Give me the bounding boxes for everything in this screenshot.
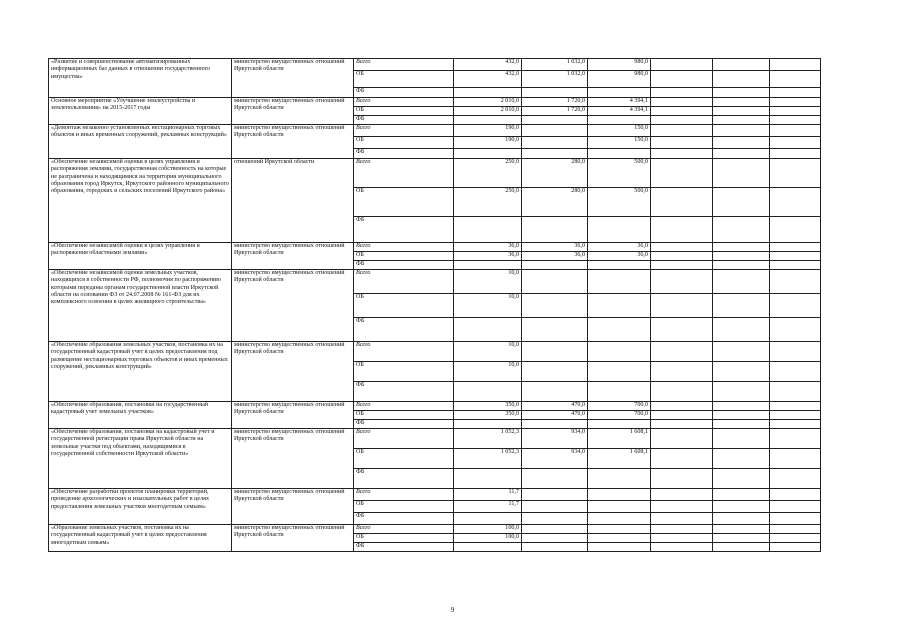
empty-cell [651,116,713,125]
amount-cell: 350,0 [454,411,522,420]
empty-cell [770,88,821,98]
empty-cell [770,294,821,318]
amount-cell [522,318,588,342]
empty-cell [713,469,770,489]
amount-cell: 250,0 [454,188,522,217]
empty-cell [651,261,713,270]
amount-cell [588,149,651,159]
empty-cell [713,429,770,449]
amount-cell [588,501,651,513]
empty-cell [713,501,770,513]
empty-cell [651,88,713,98]
empty-cell [713,294,770,318]
amount-cell: 36,0 [588,243,651,252]
empty-cell [651,294,713,318]
funding-source-cell: Всего [354,59,454,71]
empty-cell [651,243,713,252]
empty-cell [770,159,821,188]
amount-cell: 1 608,1 [588,429,651,449]
empty-cell [713,125,770,137]
amount-cell: 934,0 [522,449,588,469]
empty-cell [651,469,713,489]
funding-source-cell: ФБ [354,543,454,552]
executor-cell: министерство имущественных отношений Иркутской области [232,489,354,525]
empty-cell [770,149,821,159]
executor-cell: отношений Иркутской области [232,159,354,243]
amount-cell: 1 052,3 [454,449,522,469]
empty-cell [651,318,713,342]
amount-cell: 36,0 [588,252,651,261]
amount-cell: 190,0 [454,137,522,149]
amount-cell [454,513,522,525]
amount-cell [522,116,588,125]
amount-cell [588,88,651,98]
empty-cell [651,125,713,137]
amount-cell: 4 394,1 [588,98,651,107]
amount-cell [454,382,522,402]
activity-name-cell: «Обеспечение образования земельных участков, постановка их на государственный кадастровый учет в целях предоставления под размещение нестационарных торговых объектов и иных временных сооружений, рекламных конструкций» [49,342,232,402]
empty-cell [713,342,770,362]
empty-cell [651,107,713,116]
empty-cell [770,449,821,469]
funding-source-cell: ФБ [354,116,454,125]
empty-cell [770,59,821,71]
amount-cell: 470,0 [522,402,588,411]
amount-cell [522,489,588,501]
amount-cell [588,116,651,125]
amount-cell: 1 052,3 [454,429,522,449]
amount-cell [522,469,588,489]
empty-cell [651,525,713,534]
table-body [49,59,821,552]
amount-cell: 500,0 [588,188,651,217]
empty-cell [651,402,713,411]
funding-source-cell: Всего [354,489,454,501]
activity-name-cell: «Обеспечение образования, постановки на государственный кадастровый учет земельных участков» [49,402,232,429]
table-row [49,59,821,71]
amount-cell [588,318,651,342]
amount-cell [588,342,651,362]
empty-cell [770,411,821,420]
amount-cell [454,217,522,243]
amount-cell: 432,0 [454,71,522,88]
amount-cell: 36,0 [522,243,588,252]
empty-cell [713,116,770,125]
table-row [49,525,821,534]
amount-cell [454,116,522,125]
empty-cell [770,107,821,116]
amount-cell: 100,0 [454,525,522,534]
executor-cell: министерство имущественных отношений Иркутской области [232,270,354,342]
amount-cell: 10,0 [454,362,522,382]
empty-cell [770,513,821,525]
amount-cell [588,525,651,534]
empty-cell [651,252,713,261]
funding-source-cell: ФБ [354,88,454,98]
amount-cell [522,217,588,243]
empty-cell [770,252,821,261]
amount-cell: 190,0 [454,125,522,137]
amount-cell [522,534,588,543]
amount-cell [588,217,651,243]
funding-source-cell: Всего [354,98,454,107]
amount-cell [522,261,588,270]
amount-cell [522,149,588,159]
amount-cell: 2 010,0 [454,98,522,107]
executor-cell: министерство имущественных отношений Иркутской области [232,342,354,402]
amount-cell [454,88,522,98]
amount-cell [522,420,588,429]
empty-cell [651,543,713,552]
funding-source-cell: ФБ [354,469,454,489]
executor-cell: министерство имущественных отношений Иркутской области [232,402,354,429]
empty-cell [770,543,821,552]
empty-cell [770,261,821,270]
amount-cell: 980,0 [588,71,651,88]
empty-cell [770,243,821,252]
empty-cell [770,489,821,501]
empty-cell [651,362,713,382]
empty-cell [770,116,821,125]
table-row [49,98,821,107]
empty-cell [713,217,770,243]
amount-cell: 2 010,0 [454,107,522,116]
empty-cell [770,342,821,362]
empty-cell [770,420,821,429]
amount-cell: 350,0 [454,402,522,411]
empty-cell [713,107,770,116]
amount-cell [588,294,651,318]
funding-source-cell: ОБ [354,449,454,469]
amount-cell: 1 720,0 [522,98,588,107]
activity-name-cell: «Обеспечение независимой оценки в целях управления и распоряжения землями, государственная собственность на которые не разграничена и находящимися на территории муниципального образования город Иркутск, Иркутского районного муниципального образования, городских и сельских поселений Иркутского района» [49,159,232,243]
amount-cell [454,420,522,429]
amount-cell: 36,0 [454,243,522,252]
amount-cell [522,270,588,294]
empty-cell [651,429,713,449]
amount-cell: 934,0 [522,429,588,449]
empty-cell [651,59,713,71]
activity-name-cell: «Развитие и совершенствование автоматизированных информационных баз данных в отношении государственного имущества» [49,59,232,98]
empty-cell [713,543,770,552]
funding-source-cell: Всего [354,429,454,449]
empty-cell [713,489,770,501]
amount-cell [522,137,588,149]
funding-source-cell: Всего [354,525,454,534]
funding-source-cell: ОБ [354,188,454,217]
empty-cell [651,411,713,420]
empty-cell [713,261,770,270]
amount-cell [588,362,651,382]
funding-source-cell: ФБ [354,382,454,402]
empty-cell [651,270,713,294]
empty-cell [651,137,713,149]
amount-cell: 1 720,0 [522,107,588,116]
funding-source-cell: ФБ [354,217,454,243]
amount-cell: 980,0 [588,59,651,71]
amount-cell [588,261,651,270]
amount-cell [588,513,651,525]
empty-cell [651,98,713,107]
amount-cell [522,294,588,318]
empty-cell [713,243,770,252]
amount-cell: 700,0 [588,411,651,420]
amount-cell [522,125,588,137]
table-row [49,342,821,362]
empty-cell [770,217,821,243]
empty-cell [770,501,821,513]
empty-cell [713,420,770,429]
amount-cell: 700,0 [588,402,651,411]
amount-cell [588,469,651,489]
amount-cell: 150,0 [588,137,651,149]
funding-source-cell: Всего [354,270,454,294]
page-number: 9 [450,606,455,614]
table-row [49,159,821,188]
funding-source-cell: ОБ [354,501,454,513]
funding-source-cell: ОБ [354,294,454,318]
activity-name-cell: «Образование земельных участков, постановка их на государственный кадастровый учет в целях предоставления многодетным семьям» [49,525,232,552]
empty-cell [651,342,713,362]
table-row [49,270,821,294]
empty-cell [651,159,713,188]
amount-cell [454,261,522,270]
empty-cell [651,501,713,513]
empty-cell [770,318,821,342]
amount-cell [454,543,522,552]
amount-cell [588,534,651,543]
activity-name-cell: Основное мероприятие «Улучшение землеустройства и землепользования» на 2015-2017 годы [49,98,232,125]
amount-cell: 432,0 [454,59,522,71]
amount-cell: 500,0 [588,159,651,188]
amount-cell [522,543,588,552]
empty-cell [713,318,770,342]
amount-cell [588,420,651,429]
amount-cell [454,469,522,489]
empty-cell [713,270,770,294]
amount-cell [522,525,588,534]
funding-source-cell: ФБ [354,513,454,525]
table-row [49,125,821,137]
amount-cell: 470,0 [522,411,588,420]
empty-cell [770,362,821,382]
amount-cell [588,489,651,501]
activity-name-cell: «Обеспечение независимой оценки в целях управления и распоряжения областными землями» [49,243,232,270]
amount-cell [522,513,588,525]
empty-cell [713,382,770,402]
table-row [49,243,821,252]
empty-cell [770,469,821,489]
empty-cell [651,188,713,217]
funding-source-cell: ОБ [354,362,454,382]
executor-cell: министерство имущественных отношений Иркутской области [232,429,354,489]
empty-cell [770,98,821,107]
amount-cell: 11,7 [454,489,522,501]
empty-cell [770,188,821,217]
amount-cell: 10,0 [454,270,522,294]
empty-cell [651,534,713,543]
amount-cell: 11,7 [454,501,522,513]
empty-cell [713,149,770,159]
empty-cell [713,98,770,107]
table-row [49,489,821,501]
activity-name-cell: «Демонтаж незаконно установленных нестационарных торговых объектов и иных временных сооружений, рекламных конструкций» [49,125,232,159]
funding-source-cell: ОБ [354,252,454,261]
amount-cell: 10,0 [454,294,522,318]
activity-name-cell: «Обеспечение образования, постановки на кадастровый учет и государственной регистрации права Иркутской области на земельные участки под объектами, находящимися в государственной собственности Иркутской области» [49,429,232,489]
funding-source-cell: Всего [354,159,454,188]
amount-cell: 1 032,0 [522,71,588,88]
empty-cell [770,525,821,534]
amount-cell [588,270,651,294]
amount-cell [454,318,522,342]
empty-cell [713,137,770,149]
empty-cell [713,362,770,382]
amount-cell: 36,0 [454,252,522,261]
activity-name-cell: «Обеспечение независимой оценки земельных участков, находящихся в собственности РФ, полномочия по распоряжению которыми переданы органам государственной власти Иркутской области на основании ФЗ от 24.07.2008 № 161-ФЗ для их комплексного освоения в целях жилищного строительства» [49,270,232,342]
executor-cell: министерство имущественных отношений Иркутской области [232,59,354,98]
empty-cell [770,534,821,543]
table-row [49,429,821,449]
executor-cell: министерство имущественных отношений Иркутской области [232,98,354,125]
empty-cell [713,411,770,420]
funding-source-cell: ФБ [354,261,454,270]
amount-cell: 280,0 [522,159,588,188]
empty-cell [770,402,821,411]
amount-cell: 250,0 [454,159,522,188]
empty-cell [713,513,770,525]
executor-cell: министерство имущественных отношений Иркутской области [232,525,354,552]
empty-cell [713,59,770,71]
empty-cell [651,449,713,469]
amount-cell: 100,0 [454,534,522,543]
empty-cell [770,125,821,137]
empty-cell [770,429,821,449]
amount-cell [522,501,588,513]
amount-cell: 10,0 [454,342,522,362]
funding-source-cell: ФБ [354,149,454,159]
budget-table [48,58,821,552]
amount-cell: 280,0 [522,188,588,217]
empty-cell [770,71,821,88]
amount-cell [588,382,651,402]
amount-cell [588,543,651,552]
funding-source-cell: ФБ [354,420,454,429]
amount-cell [522,362,588,382]
funding-source-cell: Всего [354,402,454,411]
amount-cell: 150,0 [588,125,651,137]
amount-cell: 4 394,1 [588,107,651,116]
table-row [49,402,821,411]
amount-cell [522,88,588,98]
empty-cell [713,534,770,543]
empty-cell [651,217,713,243]
amount-cell [454,149,522,159]
funding-source-cell: ОБ [354,71,454,88]
amount-cell [522,342,588,362]
empty-cell [651,489,713,501]
funding-source-cell: ОБ [354,137,454,149]
amount-cell [522,382,588,402]
empty-cell [713,71,770,88]
empty-cell [713,449,770,469]
funding-source-cell: Всего [354,125,454,137]
empty-cell [713,159,770,188]
empty-cell [651,149,713,159]
empty-cell [651,513,713,525]
empty-cell [713,402,770,411]
empty-cell [770,382,821,402]
empty-cell [651,420,713,429]
empty-cell [770,270,821,294]
amount-cell: 1 608,1 [588,449,651,469]
empty-cell [651,71,713,88]
amount-cell: 36,0 [522,252,588,261]
empty-cell [713,88,770,98]
empty-cell [713,525,770,534]
empty-cell [713,252,770,261]
funding-source-cell: ОБ [354,411,454,420]
funding-source-cell: ФБ [354,318,454,342]
amount-cell: 1 032,0 [522,59,588,71]
funding-source-cell: ОБ [354,107,454,116]
funding-source-cell: Всего [354,342,454,362]
executor-cell: министерство имущественных отношений Иркутской области [232,243,354,270]
activity-name-cell: «Обеспечение разработки проектов планировки территорий, проведение археологических и изыскательных работ в целях предоставления земельных участков многодетным семьям» [49,489,232,525]
empty-cell [713,188,770,217]
funding-source-cell: Всего [354,243,454,252]
empty-cell [770,137,821,149]
executor-cell: министерство имущественных отношений Иркутской области [232,125,354,159]
funding-source-cell: ОБ [354,534,454,543]
empty-cell [651,382,713,402]
